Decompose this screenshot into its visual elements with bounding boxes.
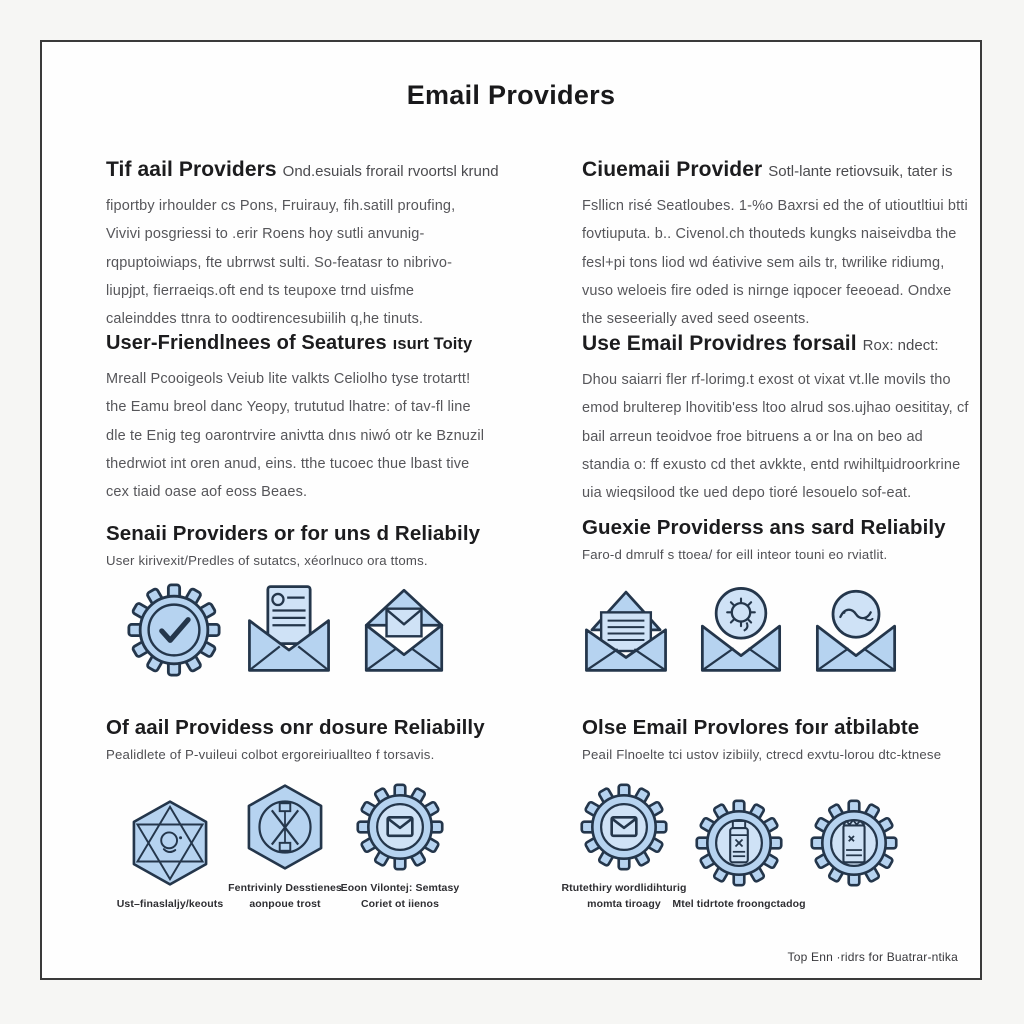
- heading-suffix: Ond.esuials frorail rvoortsl krund: [282, 163, 499, 180]
- section-heading: [106, 332, 490, 355]
- mail-doodle-bubble-icon: [810, 578, 902, 678]
- icon-cell: [561, 782, 687, 913]
- icon-row-reliability-left: [126, 578, 452, 678]
- section-paragraph: fiportby irhoulder cs Pons, Fruirauy, fih.satill proufing, Vivivi posgriessi to .erir Roens hoy sutli anvunig-rqpuptoiwiaps, fte ubrrwst sulti. So-featasr to nibrivo-liupjpt, fierraeiqs.oft end ts teupoxe trnd uisfme caleinddes ttnra to oodtirencesubiilih q,he tinuts.: [106, 198, 456, 328]
- icon-cell: [356, 578, 452, 678]
- heading-suffix: Sotl-lante retiovsuik, tater is: [768, 163, 953, 180]
- icon-cell: [126, 582, 222, 678]
- section-providers-reliability-right: [582, 516, 992, 562]
- gear-mail-icon: [356, 782, 444, 872]
- mail-document-icon: [243, 578, 335, 678]
- icon-caption: Ust–finaslaljy/keouts: [116, 897, 224, 910]
- icon-cell: [241, 578, 337, 678]
- section-subtitle: Peail Flnoelte tci ustov izibiily, ctrecd exvtu-lorou dtc-ktnese: [582, 747, 942, 762]
- icon-cell: [806, 798, 902, 913]
- page-title: Email Providers: [406, 80, 616, 110]
- icon-caption: Fentrivinly Desstienes aonpoue trost: [228, 882, 342, 910]
- icon-cell: [693, 578, 789, 678]
- section-paragraph: Dhou saiarri fler rf-lorimg.t exost ot vixat vt.lle movils tho emod brulterep lhovitib'ess ltoo alrud sos.ujhao oesititay, cf bail arreun teoidvoe froe bitruens a or lna on beo ad standia o: ff exusto cd thet avkkte, entd rwihiltµidroorkrine uia wieqsilood tke ued depo tioré lesouelo sof-eat.: [582, 372, 969, 502]
- icon-cell: [116, 798, 224, 913]
- icon-row-bottom-right: [561, 782, 902, 913]
- icon-row-bottom-left: [116, 782, 460, 913]
- section-email-providers-left: [106, 158, 499, 333]
- section-providers-reliability-left: [106, 522, 516, 568]
- section-providers-reliability-bottom-left: [106, 716, 516, 762]
- icon-cell: [578, 578, 674, 678]
- section-heading: [582, 332, 974, 356]
- heading-main: Tif aail Providers: [106, 158, 277, 181]
- section-paragraph: Fsllicn risé Seatloubes. 1-%o Baxrsi ed the of utioutltiui btti fovtiuputa. b.. Civenol.ch thouteds kungks naiseivdba the fesl+pi tons liod wd éativive sem ails tr, twrilike ridiumg, vuso weloeis fire oded is nirnge iqpocer feeoead. Ondxe the seseerially aved seed oseents.: [582, 198, 968, 328]
- icon-row-reliability-right: [578, 578, 904, 678]
- section-subtitle: Faro-d dmrulf s ttoea/ for eill inteor touni eo rviatlit.: [582, 547, 888, 562]
- footer-note: Top Enn ·ridrs for Buatrar-ntika: [787, 950, 958, 964]
- icon-cell: [228, 782, 342, 913]
- gear-bottle-icon: [695, 798, 783, 888]
- section-heading: Senaii Providers or for uns d Reliabily: [106, 522, 481, 545]
- section-email-provider-right: [582, 158, 974, 333]
- icon-cell: [672, 798, 806, 913]
- heading-suffix: ısurt Toity: [392, 335, 473, 353]
- section-providers-available-bottom-right: [582, 716, 1002, 762]
- icon-caption: Eoon Vilontej: Semtasy Coriet ot iienos: [340, 882, 460, 910]
- heading-main: Ciuemaii Provider: [582, 158, 763, 181]
- icon-cell: [340, 782, 460, 913]
- mail-letter-icon: [580, 578, 672, 678]
- mail-gear-bubble-icon: [695, 578, 787, 678]
- section-subtitle: Pealidlete of P-vuileui colbot ergoreiriuallteo f torsavis.: [106, 747, 435, 762]
- hexagon-cross-icon: [241, 782, 329, 872]
- section-user-friendliness: [106, 332, 490, 506]
- hexagram-icon: [126, 798, 214, 888]
- section-heading: Of aail Providess onr dosure Reliabilly: [106, 716, 485, 739]
- section-subtitle: User kirivexit/Predles of sutatcs, xéorlnuco ora ttoms.: [106, 553, 428, 568]
- section-heading: [106, 158, 499, 182]
- section-paragraph: Mreall Pcooigeols Veiub lite valkts Celiolho tyse trotartt! the Eamu breol danc Yeopy, trututud lhatre: of tav-fl line dle te Enig teg oarontrvire anivtta dnıs niwó otr ke Bznuzil thedrwiot int oren anud, eins. tthe tucoec thue lbast tive cex tiaid oase aof eoss Beaes.: [106, 371, 485, 501]
- heading-suffix: Rox: ndect:: [862, 337, 939, 354]
- section-use-email-providers: [582, 332, 974, 507]
- icon-caption: Rtutethiry wordlidihturig momta tiroagy: [561, 882, 687, 910]
- section-heading: [582, 158, 974, 182]
- gear-can-icon: [810, 798, 898, 888]
- heading-main: Use Email Providres forsail: [582, 332, 857, 355]
- mail-envelope-icon: [358, 578, 450, 678]
- gear-check-icon: [127, 582, 221, 678]
- section-heading: Guexie Providerss ans sard Reliabily: [582, 516, 946, 539]
- icon-caption: Mtel tidrtote froongctadog: [672, 897, 806, 910]
- icon-cell: [808, 578, 904, 678]
- gear-mail-icon: [580, 782, 668, 872]
- heading-main: User-Friendlnees of Seatures: [106, 332, 387, 354]
- section-heading: Olse Email Provlores foır aṫbilabte: [582, 716, 920, 739]
- page-frame: [40, 40, 982, 980]
